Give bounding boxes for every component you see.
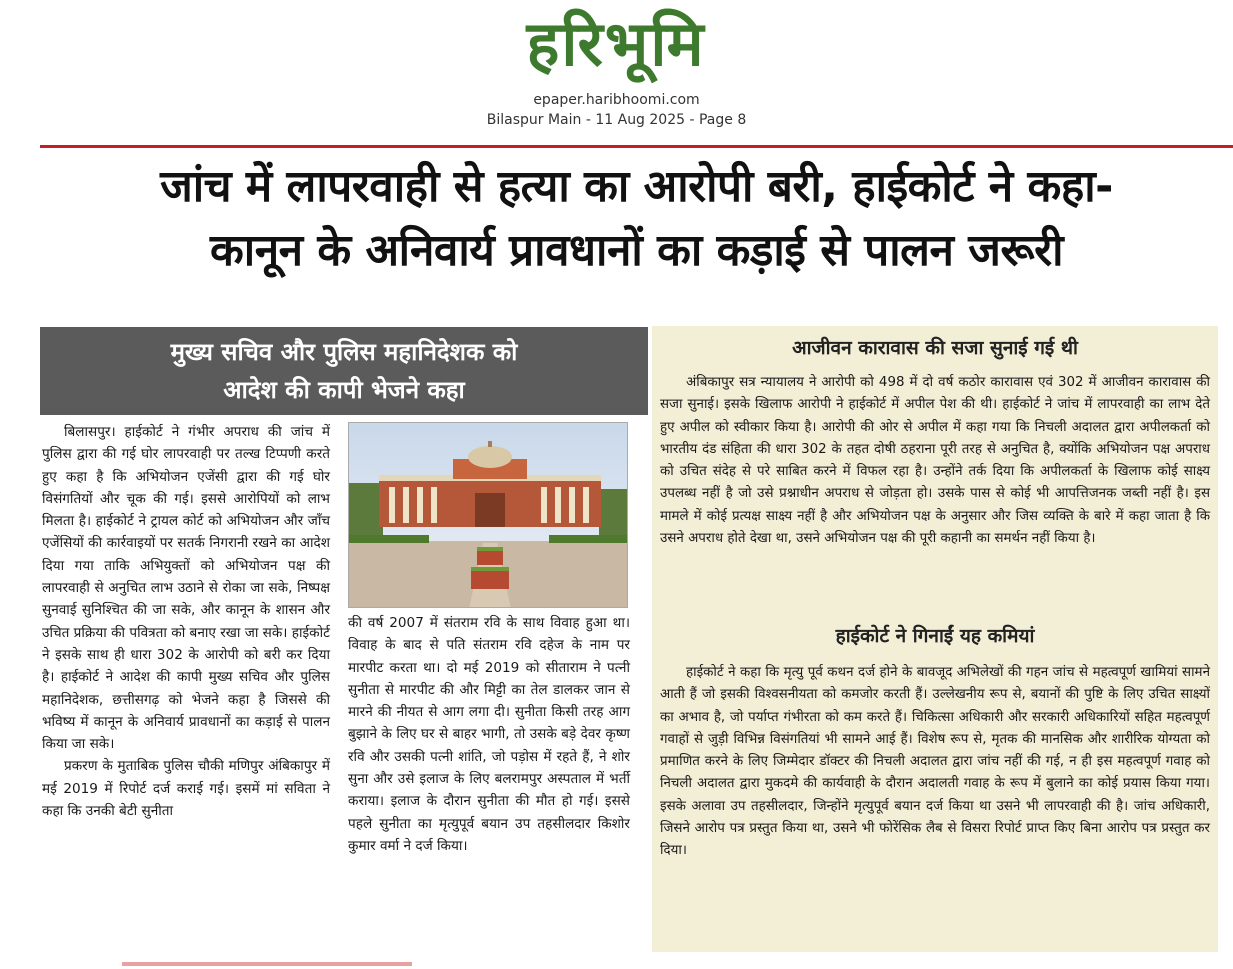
article-column-2 (348, 612, 630, 857)
sidebar-panel (652, 326, 1218, 952)
building-illustration-icon (349, 423, 628, 608)
paragraph: अंबिकापुर सत्र न्यायालय ने आरोपी को 498 में दो वर्ष कठोर कारावास एवं 302 में आजीवन कारावास की सजा सुनाई। इसके खिलाफ आरोपी ने हाईकोर्ट में अपील पेश की थी। हाईकोर्ट ने जांच में लापरवाही का लाभ देते हुए अपील को स्वीकार किया है। आरोपी की ओर से अपील में कहा गया कि निचली अदालत द्वारा अपीलकर्ता को भारतीय दंड संहिता की धारा 302 के तहत दोषी ठहराना पूरी तरह से अनुचित है, क्योंकि अभियोजन पक्ष अपराध को उचित संदेह से परे साबित करने में विफल रहा है। उन्होंने तर्क दिया कि अपीलकर्ता के खिलाफ कोई साक्ष्य उपलब्ध नहीं है जो उसे प्रश्नाधीन अपराध से जोड़ता हो। उसके पास से कोई भी आपत्तिजनक जब्ती नहीं है। इस मामले में कोई प्रत्यक्ष साक्ष्य नहीं है और अभियोजन पक्ष के अनुसार और जिस व्यक्ति के बारे में कहा जाता है कि उसने अपराध होते देखा था, उसने अभियोजन पक्ष की पूरी कहानी का समर्थन नहीं किया है। (660, 375, 1210, 547)
subheading-line-1: मुख्य सचिव और पुलिस महानिदेशक को (170, 338, 518, 366)
subheading-line-2: आदेश की कापी भेजने कहा (223, 376, 465, 404)
paragraph: हाईकोर्ट ने कहा कि मृत्यु पूर्व कथन दर्ज होने के बावजूद अभिलेखों की गहन जांच से महत्वपूर्ण खामियां सामने आती हैं जो इसकी विश्वसनीयता को कमजोर करती हैं। उल्लेखनीय रूप से, बयानों की पुष्टि के लिए उचित साक्ष्यों का अभाव है, जो पर्याप्त गंभीरता को कम करते हैं। चिकित्सा अधिकारी और सरकारी अधिकारियों सहित महत्वपूर्ण गवाहों से जुड़ी विभिन्न विसंगतियां भी सामने आई हैं। विशेष रूप से, मृतक की मानसिक और शारीरिक योग्यता को प्रमाणित करने के लिए जिम्मेदार डॉक्टर की निचली अदालत द्वारा जांच नहीं की गई, न ही इस महत्वपूर्ण गवाह को निचली अदालत द्वारा मुकदमे की कार्यवाही के दौरान अदालती गवाह के रूप में बुलाने का कोई प्रयास किया गया। इसके अलावा उप तहसीलदार, जिन्होंने मृत्युपूर्व बयान दर्ज किया था उसने भी लापरवाही की है। जांच अधिकारी, जिसने आरोप पत्र प्रस्तुत किया था, उसने भी फोरेंसिक लैब से विसरा रिपोर्ट प्राप्त किए बिना आरोप पत्र प्रस्तुत कर दिया। (660, 665, 1210, 859)
article-column-1 (42, 421, 330, 822)
sidebar-heading-sentence: आजीवन कारावास की सजा सुनाई गई थी (792, 337, 1078, 359)
edition-info: Bilaspur Main - 11 Aug 2025 - Page 8 (486, 112, 747, 128)
highcourt-building-photo (348, 422, 628, 608)
footer-divider (122, 962, 412, 966)
header-divider (40, 145, 1233, 148)
paragraph: प्रकरण के मुताबिक पुलिस चौकी मणिपुर अंबिकापुर में मई 2019 में रिपोर्ट दर्ज कराई गई। इसमें मां सविता ने कहा कि उनकी बेटी सुनीता (42, 758, 330, 820)
sidebar-text-1 (660, 372, 1210, 550)
article-headline (40, 155, 1233, 283)
site-url[interactable]: epaper.haribhoomi.com (533, 92, 700, 108)
paragraph: बिलासपुर। हाईकोर्ट ने गंभीर अपराध की जांच में पुलिस द्वारा की गई घोर लापरवाही पर तल्ख टिप्पणी करते हुए कहा है कि अभियोजन एजेंसी द्वारा की गई घोर विसंगतियों और चूक की गई। इससे आरोपियों को लाभ मिलता है। हाईकोर्ट ने ट्रायल कोर्ट को अभियोजन और जाँच एजेंसियों की कार्रवाइयों पर सतर्क निगरानी रखने का आदेश दिया गया ताकि अभियुक्तों को अभियोजन पक्ष की लापरवाही से अनुचित लाभ उठाने से रोका जा सके, निष्पक्ष सुनवाई सुनिश्चित की जा सके, और कानून के शासन और उचित प्रक्रिया की पवित्रता को बनाए रखा जा सके। हाईकोर्ट ने इसके साथ ही धारा 302 के आरोपी को बरी कर दिया है। हाईकोर्ट ने आदेश की कापी मुख्य सचिव और पुलिस महानिदेशक, छत्तीसगढ़ को भेजने कहा है जिससे की भविष्य में कानून के अनिवार्य प्रावधानों का कड़ाई से पालन किया जा सके। (42, 424, 330, 753)
subheading-box (40, 327, 648, 415)
headline-line-2: कानून के अनिवार्य प्रावधानों का कड़ाई से पालन जरूरी (210, 225, 1063, 276)
paragraph: की वर्ष 2007 में संतराम रवि के साथ विवाह हुआ था। विवाह के बाद से पति संतराम रवि दहेज के नाम पर मारपीट करता था। दो मई 2019 को सीताराम ने पत्नी सुनीता से मारपीट की और मिट्टी का तेल डालकर जान से मारने की नीयत से आग लगा दी। सुनीता किसी तरह आग बुझाने के लिए घर से बाहर भागी, तो उसके बड़े देवर कृष्ण रवि और उसकी पत्नी शांति, जो पड़ोस में रहते हैं, ने शोर सुना और उसे इलाज के लिए बलरामपुर अस्पताल में भर्ती कराया। इलाज के दौरान सुनीता की मौत हो गई। इससे पहले सुनीता का मृत्युपूर्व बयान उप तहसीलदार किशोर कुमार वर्मा ने दर्ज किया। (348, 615, 630, 854)
newspaper-logo: हरिभूमि (526, 7, 706, 80)
sidebar-heading-flaws: हाईकोर्ट ने गिनाईं यह कमियां (835, 625, 1035, 647)
headline-line-1: जांच में लापरवाही से हत्या का आरोपी बरी, हाईकोर्ट ने कहा- (160, 161, 1113, 212)
sidebar-text-2 (660, 662, 1210, 863)
